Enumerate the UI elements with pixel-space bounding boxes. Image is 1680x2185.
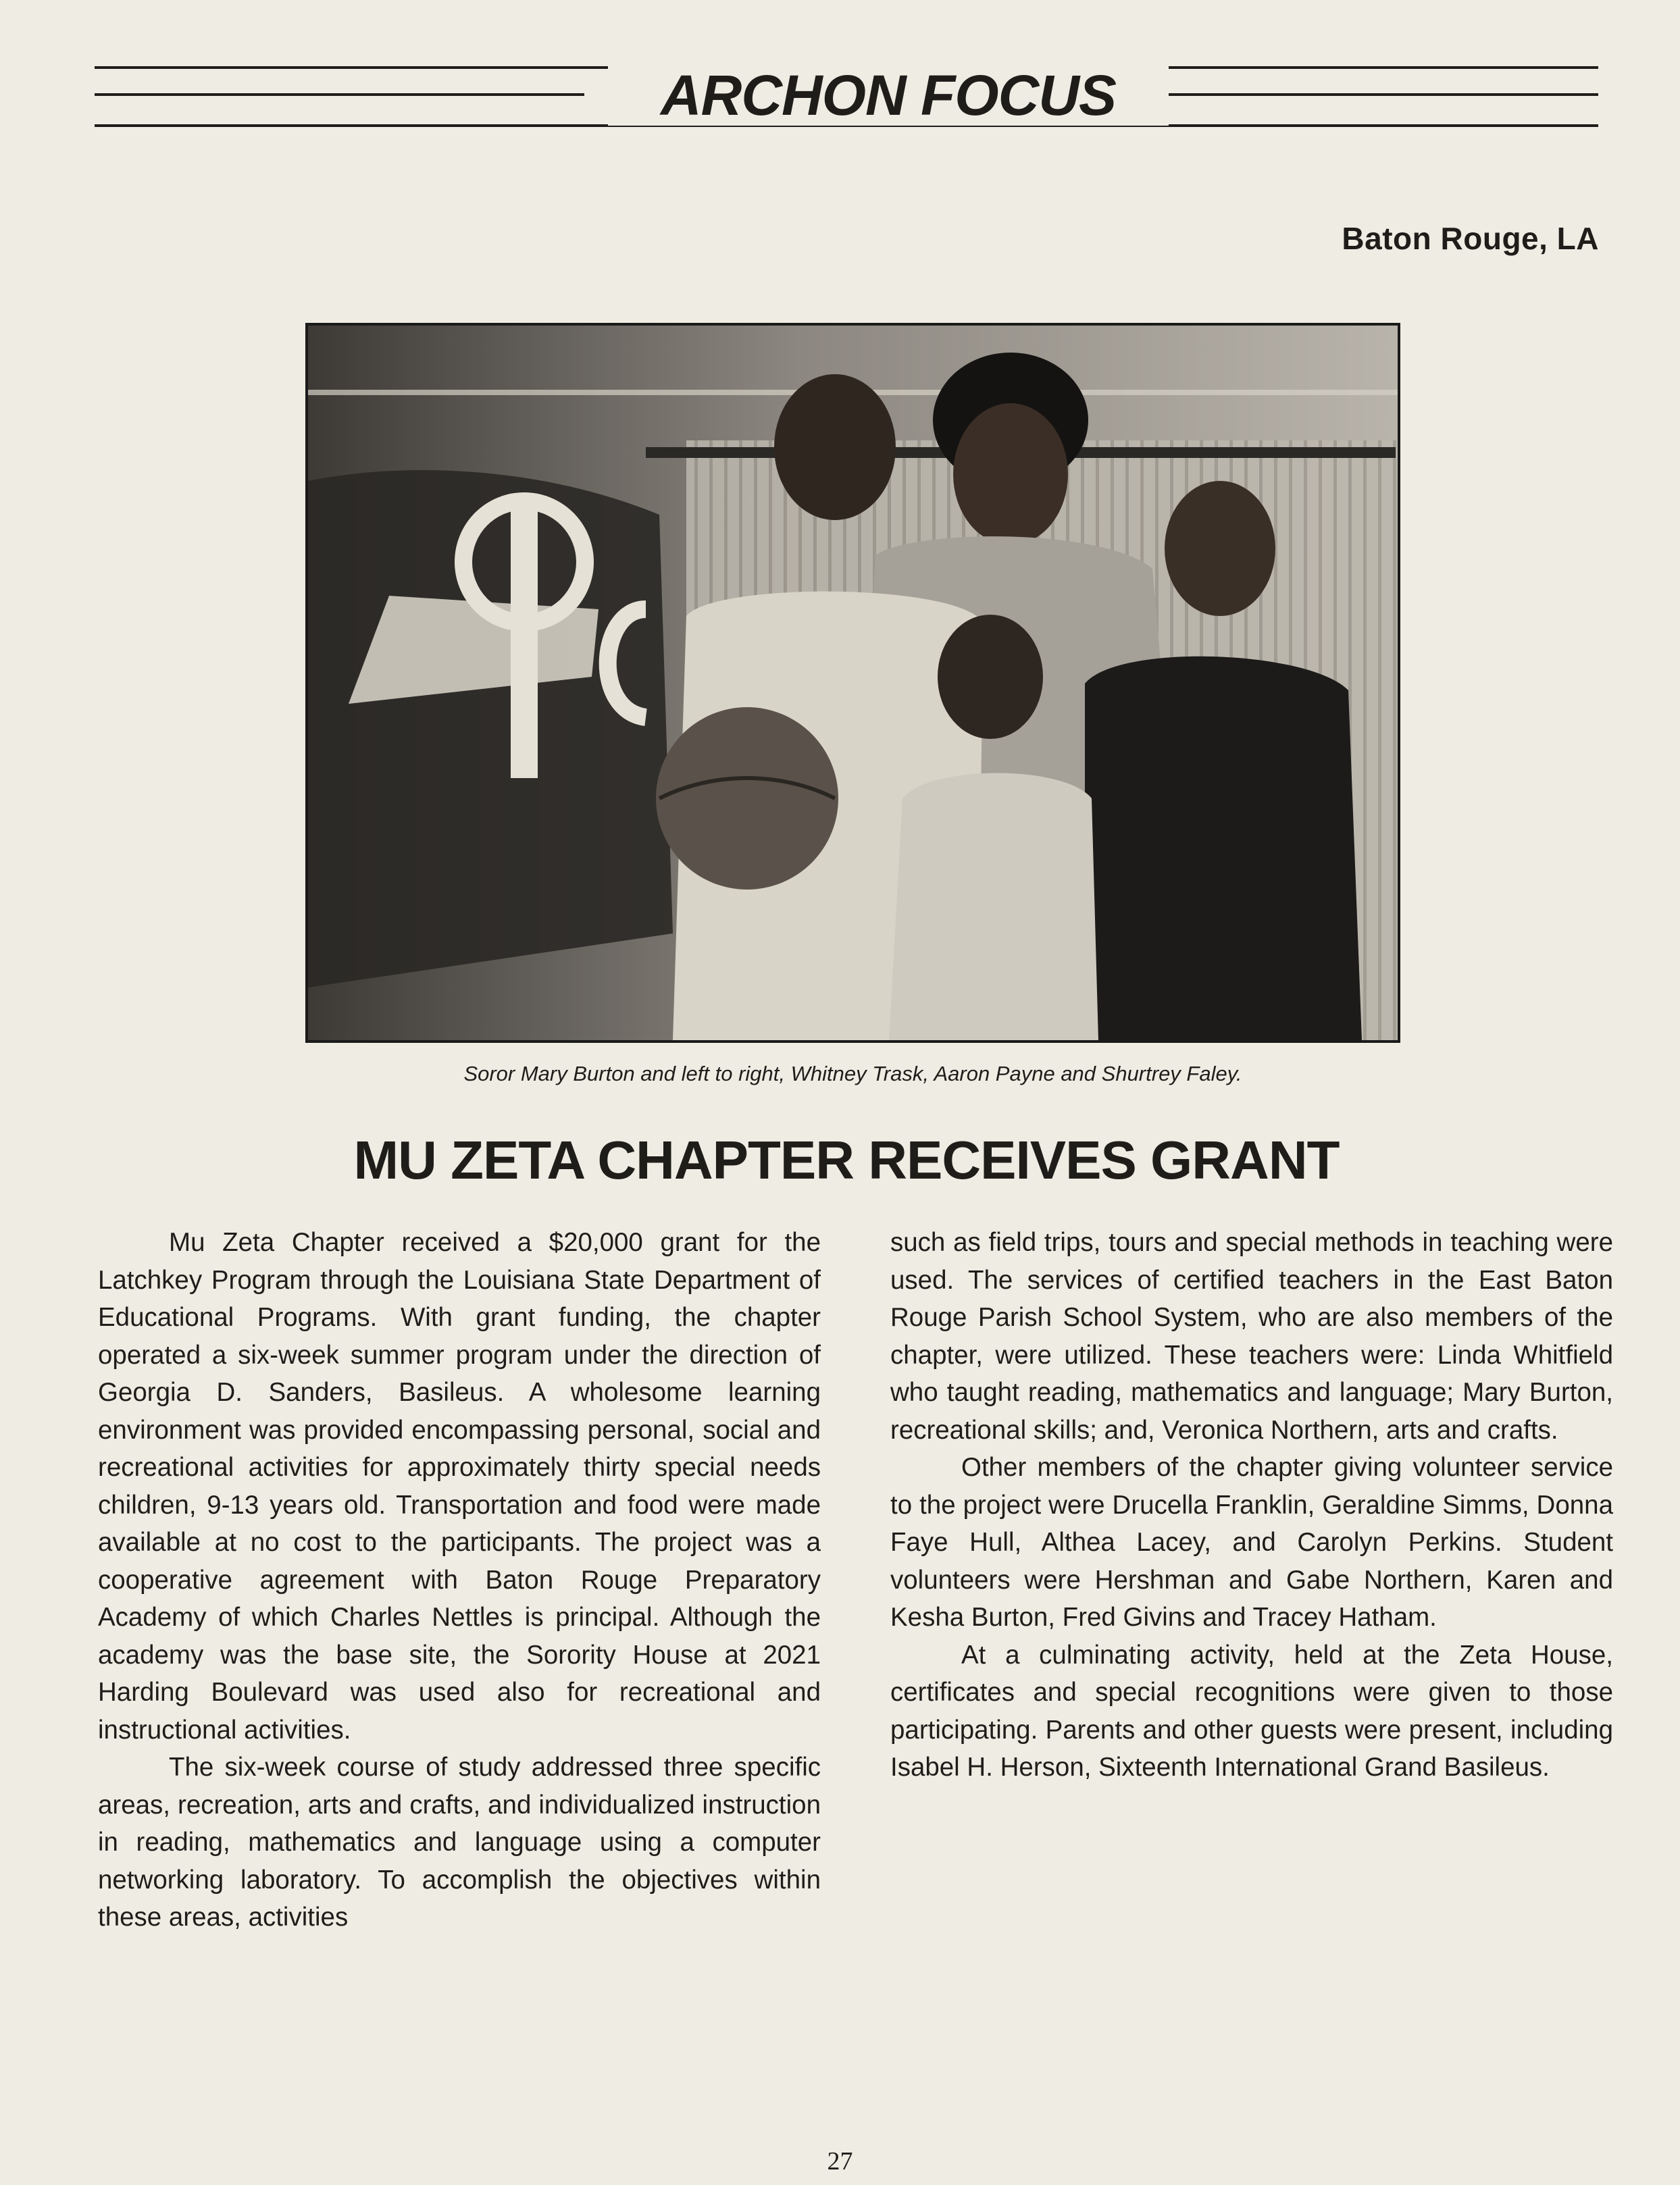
paragraph: such as field trips, tours and special methods in teaching were used. The services of certified teachers in the East Baton Rouge Parish School System, who are also members of the chapter, were utilized. These teachers were: Linda Whitfield who taught reading, mathematics and language; Mary Burton, recreational skills; and, Veronica Northern, arts and crafts. [890, 1228, 1613, 1445]
masthead [95, 59, 1598, 134]
section-title: ARCHON FOCUS [608, 65, 1169, 126]
group-photo [305, 323, 1400, 1043]
paragraph: At a culminating activity, held at the Zeta House, certificates and special recognitions were given to those participating. Parents and other guests were present, including Isabel H. Herson, Sixteenth International Grand Basileus. [890, 1640, 1613, 1782]
page-number: 27 [827, 2147, 853, 2176]
paragraph: The six-week course of study addressed three specific areas, recreation, arts and crafts, and individualized instruction in reading, mathematics and language using a computer networking laboratory. To accomplish the objectives within these areas, activities [98, 1753, 821, 1932]
photo-caption: Soror Mary Burton and left to right, Whitney Trask, Aaron Payne and Shurtrey Faley. [463, 1062, 1242, 1085]
paragraph: Other members of the chapter giving volunteer service to the project were Drucella Franklin, Geraldine Simms, Donna Faye Hull, Althea Lacey, and Carolyn Perkins. Student volunteers were Hershman and Gabe Northern, Karen and Kesha Burton, Fred Givins and Tracey Hatham. [890, 1453, 1613, 1632]
article-column-right [890, 1224, 1613, 1786]
article-column-left [98, 1224, 821, 1936]
photo-illustration [308, 326, 1398, 1040]
paragraph: Mu Zeta Chapter received a $20,000 grant for the Latchkey Program through the Louisiana State Department of Educational Programs. With grant funding, the chapter operated a six-week summer program under the direction of Georgia D. Sanders, Basileus. A wholesome learning environment was provided encompassing personal, social and recreational activities for approximately thirty special needs children, 9-13 years old. Transportation and food were made available at no cost to the participants. The project was a cooperative agreement with Baton Rouge Preparatory Academy of which Charles Nettles is principal. Although the academy was the base site, the Sorority House at 2021 Harding Boulevard was used also for recreational and instructional activities. [98, 1228, 821, 1745]
masthead-rule-right [1095, 93, 1598, 96]
article-headline: MU ZETA CHAPTER RECEIVES GRANT [353, 1130, 1340, 1190]
masthead-rule-left [95, 93, 584, 96]
location-dateline: Baton Rouge, LA [1342, 221, 1599, 256]
